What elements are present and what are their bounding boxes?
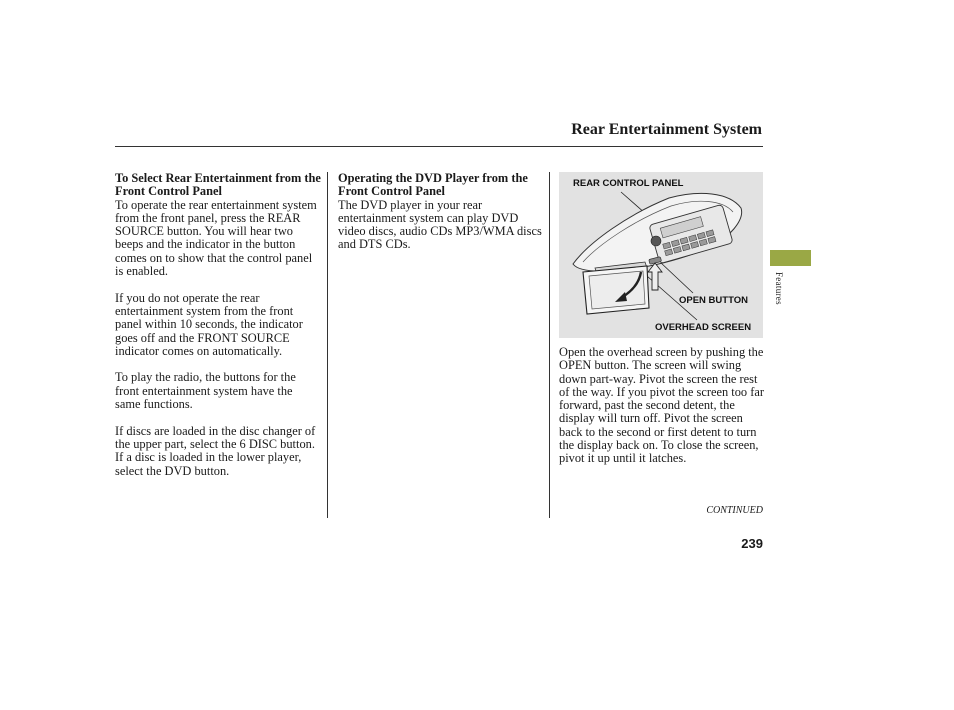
control-knob-icon xyxy=(651,236,661,246)
section-heading-rear-select: To Select Rear Entertainment from the Front Control Panel xyxy=(115,171,321,199)
page-title: Rear Entertainment System xyxy=(571,121,762,138)
paragraph: To operate the rear entertainment system from the front panel, press the REAR SOURCE button. You will hear two beeps and the indicator in the button comes on to show that the control panel is enabled. xyxy=(115,197,317,279)
section-tab xyxy=(770,250,811,266)
overhead-screen-figure xyxy=(559,172,763,338)
middle-column xyxy=(338,172,542,265)
up-arrow-icon xyxy=(648,263,662,290)
label-rear-control-panel: REAR CONTROL PANEL xyxy=(573,178,684,189)
column-divider-left xyxy=(327,172,328,518)
label-overhead-screen: OVERHEAD SCREEN xyxy=(655,322,752,333)
paragraph: If discs are loaded in the disc changer of the upper part, select the 6 DISC button. If a disc is loaded in the lower player, select the DVD button. xyxy=(115,423,316,478)
paragraph: If you do not operate the rear entertainment system from the front panel within 10 seconds, the indicator goes off and the FRONT SOURCE indicator comes on automatically. xyxy=(115,290,303,358)
label-open-button: OPEN BUTTON xyxy=(679,295,748,306)
column-divider-right xyxy=(549,172,550,518)
paragraph: The DVD player in your rear entertainment system can play DVD video discs, audio CDs MP3/WMA discs and DTS CDs. xyxy=(338,197,542,252)
overhead-unit-illustration xyxy=(559,172,763,338)
overhead-screen-display xyxy=(589,271,645,309)
paragraph: To play the radio, the buttons for the front entertainment system have the same functions. xyxy=(115,370,296,412)
continued-label: CONTINUED xyxy=(706,505,763,516)
page-number: 239 xyxy=(741,536,763,551)
left-column xyxy=(115,172,321,491)
leader-line-open-button xyxy=(660,262,693,293)
header-rule xyxy=(115,146,763,147)
section-heading-dvd-operation: Operating the DVD Player from the Front Control Panel xyxy=(338,171,528,199)
paragraph: Open the overhead screen by pushing the OPEN button. The screen will swing down part-way. Pivot the screen the rest of the way. If you pivot the screen too far forward, past the second detent, the display will turn off. Pivot the screen back to the second or first detent to turn the display back on. To close the screen, pivot it up until it latches. xyxy=(559,345,764,466)
section-tab-label: Features xyxy=(774,272,784,305)
right-column xyxy=(559,346,765,479)
